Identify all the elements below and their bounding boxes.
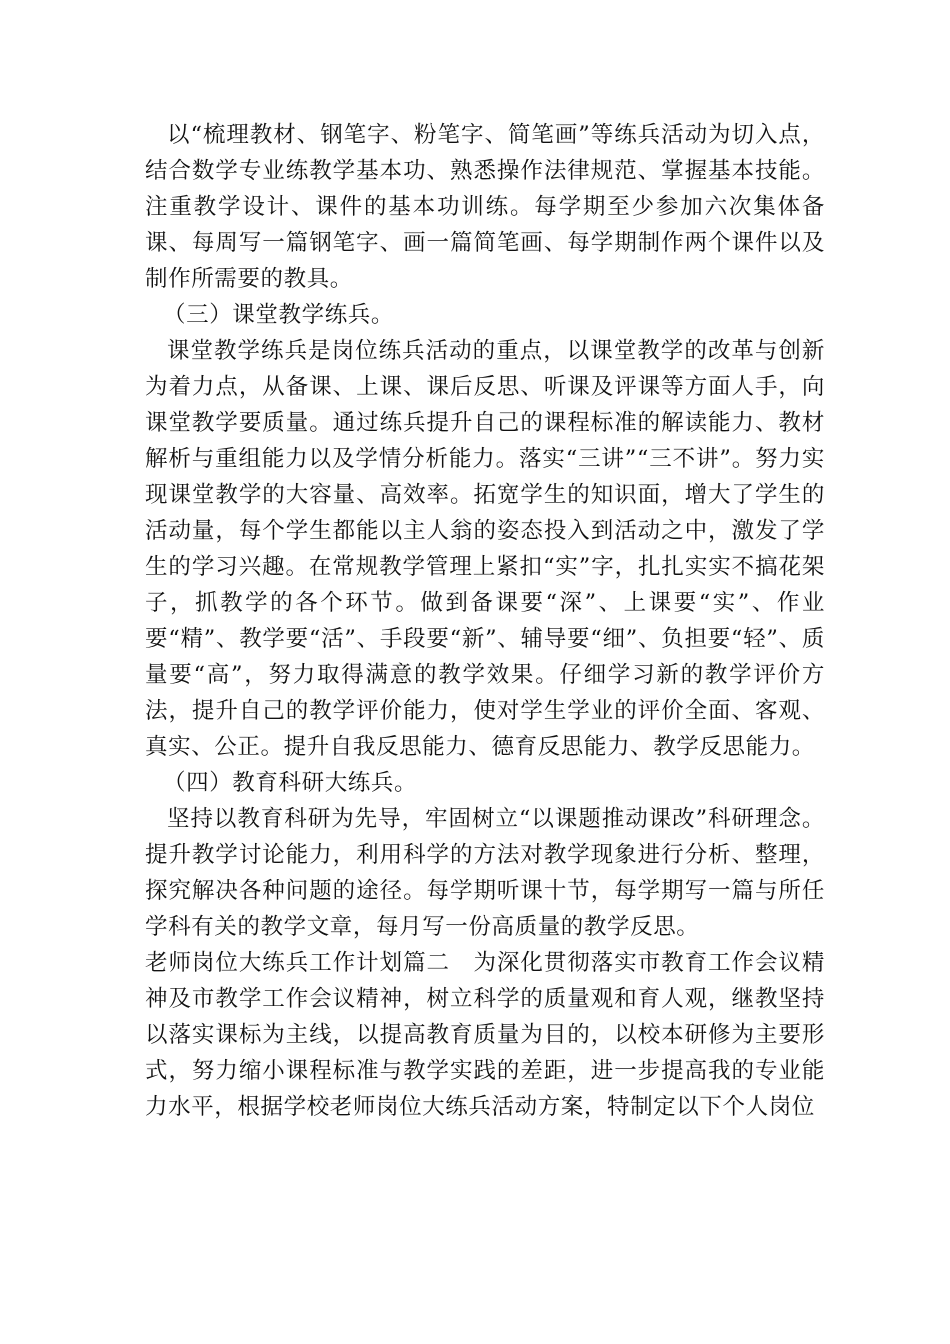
- paragraph-plan-two: 老师岗位大练兵工作计划篇二 为深化贯彻落实市教育工作会议精神及市教学工作会议精神，树立科学的质量观和育人观，继教坚持以落实课标为主线，以提高教育质量为目的，以校本研修为主要形式，努力缩小课程标准与教学实践的差距，进一步提高我的专业能力水平，根据学校老师岗位大练兵活动方案，特制定以下个人岗位: [145, 950, 825, 1120]
- document-body: [145, 117, 825, 1125]
- section-heading-research: （四）教育科研大练兵。: [163, 770, 418, 796]
- paragraph-basic-skills: 以“梳理教材、钢笔字、粉笔字、简笔画”等练兵活动为切入点，结合数学专业练教学基本功、熟悉操作法律规范、掌握基本技能。注重教学设计、课件的基本功训练。每学期至少参加六次集体备课、每周写一篇钢笔字、画一篇简笔画、每学期制作两个课件以及制作所需要的教具。: [145, 122, 825, 292]
- paragraph-classroom-teaching: 课堂教学练兵是岗位练兵活动的重点，以课堂教学的改革与创新为着力点，从备课、上课、课后反思、听课及评课等方面人手，向课堂教学要质量。通过练兵提升自己的课程标准的解读能力、教材解析与重组能力以及学情分析能力。落实“三讲”“三不讲”。努力实现课堂教学的大容量、高效率。拓宽学生的知识面，增大了学生的活动量，每个学生都能以主人翁的姿态投入到活动之中，激发了学生的学习兴趣。在常规教学管理上紧扣“实”字，扎扎实实不搞花架子，抓教学的各个环节。做到备课要“深”、上课要“实”、作业要“精”、教学要“活”、手段要“新”、辅导要“细”、负担要“轻”、质量要“高”，努力取得满意的教学效果。仔细学习新的教学评价方法，提升自己的教学评价能力，使对学生学业的评价全面、客观、真实、公正。提升自我反思能力、德育反思能力、教学反思能力。: [145, 338, 825, 760]
- section-heading-classroom: （三）课堂教学练兵。: [163, 302, 395, 328]
- paragraph-research: 坚持以教育科研为先导，牢固树立“以课题推动课改”科研理念。提升教学讨论能力，利用科学的方法对教学现象进行分析、整理，探究解决各种问题的途径。每学期听课十节，每学期写一篇与所任学科有关的教学文章，每月写一份高质量的教学反思。: [145, 806, 825, 940]
